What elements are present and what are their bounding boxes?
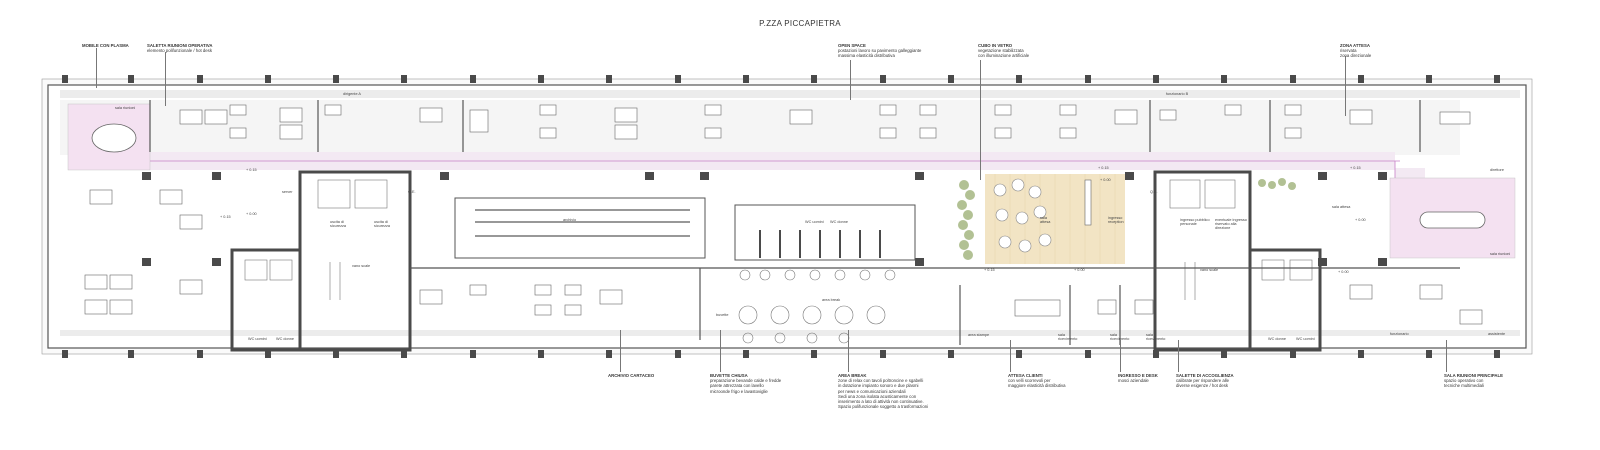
annotation-saletta (147, 43, 257, 53)
annotation-attesa (1008, 373, 1118, 389)
annotation-line: parete attrezzata con lavello (710, 383, 764, 389)
room-label: assistente (1488, 332, 1506, 336)
annotation-line: Sedi una zona isolata acusticamente con (838, 393, 917, 399)
leader-line (848, 330, 849, 372)
leader-line (165, 52, 166, 106)
room-label: sala riunioni (115, 106, 136, 110)
annotation-line: massima elasticità distributiva (838, 53, 895, 59)
level-marker: + 0.00 (1100, 178, 1111, 182)
north-zone (60, 100, 1460, 155)
annotation-head: ARCHIVIO CARTACEO (608, 373, 655, 378)
room-label: server (282, 190, 293, 194)
page-title: P.ZZA PICCAPIETRA (759, 19, 841, 28)
annotation-head: MOBILE CON PLASMA (82, 43, 129, 48)
annotation-head: ZONA ATTESA (1340, 43, 1370, 48)
room-label: vano scale (352, 264, 371, 268)
leader-line (850, 60, 851, 100)
room-label: vano scale (1200, 268, 1219, 272)
top-floor-band (60, 90, 1520, 98)
annotation-cubo (978, 43, 1088, 59)
annotation-head: OPEN SPACE (838, 43, 866, 48)
level-marker: + 0.00 (1074, 268, 1085, 272)
annotation-sala (1444, 373, 1544, 389)
leader-line (620, 330, 621, 372)
annotation-line: inserimento a lato di attività non continuative. (838, 399, 924, 405)
room-label: eventuale ingresso riservato alla direzione (1215, 218, 1247, 230)
leader-line (96, 48, 97, 88)
level-marker: + 0.00 (246, 212, 257, 216)
annotation-head: SALETTA RIUNIONI OPERATIVA (147, 43, 213, 48)
leader-line (1446, 340, 1447, 372)
leader-line (720, 330, 721, 372)
level-marker: + 0.15 (1098, 166, 1109, 170)
leader-line (1010, 340, 1011, 372)
room-label: sala ricevimento (1110, 333, 1130, 341)
annotation-line: maggiore elasticità distributiva (1008, 383, 1066, 389)
room-label: sala ricevimento (1058, 333, 1078, 341)
annotation-line: spazio operativo con (1444, 378, 1484, 384)
annotation-head: ATTESA CLIENTI (1008, 373, 1043, 378)
room-label: funzionario B (1166, 92, 1189, 96)
annotation-line: in dotazione impianto sonoro e due plasmi (838, 383, 919, 389)
annotation-line: tecniche multimediali (1444, 383, 1484, 389)
annotation-line: diverse esigenze / hot desk (1176, 383, 1229, 389)
room-label: funzionario (1390, 332, 1409, 336)
annotation-line: riservata (1340, 48, 1357, 54)
annotation-line: con illuminazione artificiale (978, 53, 1030, 59)
annotation-head: INGRESSO E DESK (1118, 373, 1158, 378)
annotation-line: Spazio polifunzionale soggetto a trasformazioni (838, 404, 929, 410)
annotation-line: microonde frigo e lavastoviglie (710, 388, 768, 394)
annotation-line: calibrate per rispondere alle (1176, 378, 1230, 384)
level-marker: + 0.15 (246, 168, 257, 172)
room-label: ingresso pubblico personale (1180, 218, 1210, 226)
room-label: area stampe (968, 333, 990, 337)
south-band (60, 330, 1520, 336)
reception-desk (1085, 180, 1091, 225)
level-marker: + 0.15 (1350, 166, 1361, 170)
level-marker: + 0.00 (1355, 218, 1366, 222)
room-label: buvette (716, 313, 729, 317)
room-label: area break (822, 298, 841, 302)
room-label: sala attesa (1040, 216, 1051, 224)
room-label: direttore (1490, 168, 1504, 172)
level-marker: + 0.15 (220, 215, 231, 219)
annotation-line: zona direzionale (1340, 53, 1372, 59)
annotation-line: postazioni lavoro su pavimento galleggiante (838, 48, 922, 54)
annotation-line: mosci aziendale (1118, 378, 1149, 384)
annotation-line: vegetazione stabilizzata (978, 48, 1024, 54)
room-label: ingresso reception (1108, 216, 1124, 224)
leader-line (980, 60, 981, 180)
room-label: Q.E. (1150, 190, 1158, 194)
annotation-line: preparazione bevande calde e fredde (710, 378, 782, 384)
room-label: archivio (563, 218, 577, 222)
room-label: WC uomini (805, 220, 824, 224)
leader-line (1120, 340, 1121, 372)
annotation-archivio (608, 373, 718, 378)
room-label: WC uomini (248, 337, 267, 341)
room-label: sala riunioni (1490, 252, 1511, 256)
room-label: WC donne (1268, 337, 1286, 341)
annotation-head: BUVETTE CHIUSA (710, 373, 748, 378)
room-label: dirigente A (343, 92, 361, 96)
room-label: uscita di sicurezza (374, 220, 391, 228)
level-marker: + 0.15 (984, 268, 995, 272)
annotation-line: zone di relax con tavoli poltroncine e sgabelli (838, 378, 924, 384)
annotation-salette (1176, 373, 1286, 389)
meeting-table-left (92, 124, 136, 152)
leader-line (1178, 340, 1179, 372)
meeting-table-right (1420, 212, 1485, 228)
annotation-head: SALA RIUNIONI PRINCIPALE (1444, 373, 1503, 378)
room-label: sala ricevimento (1146, 333, 1166, 341)
leader-line (1345, 56, 1346, 116)
annotation-line: elemento polifunzionale / hot desk (147, 48, 212, 54)
annotation-break (838, 373, 958, 409)
annotation-head: CUBO IN VETRO (978, 43, 1013, 48)
annotation-buvette (710, 373, 820, 394)
room-label: WC donne (276, 337, 294, 341)
level-marker: + 0.00 (1338, 270, 1349, 274)
annotation-head: SALETTE DI ACCOGLIENZA (1176, 373, 1234, 378)
annotation-openspace (838, 43, 948, 59)
annotation-zona (1340, 43, 1450, 59)
room-label: WC donne (830, 220, 848, 224)
annotation-line: per news e comunicazioni aziendali (838, 388, 906, 394)
room-label: uscita di sicurezza (330, 220, 347, 228)
room-label: WC uomini (1296, 337, 1315, 341)
room-label: sala attesa (1332, 205, 1351, 209)
annotation-head: AREA BREAK (838, 373, 867, 378)
room-label: Q.E. (408, 190, 416, 194)
annotation-line: con velli scorrevoli per (1008, 378, 1051, 384)
annotation-ingresso (1118, 373, 1178, 383)
